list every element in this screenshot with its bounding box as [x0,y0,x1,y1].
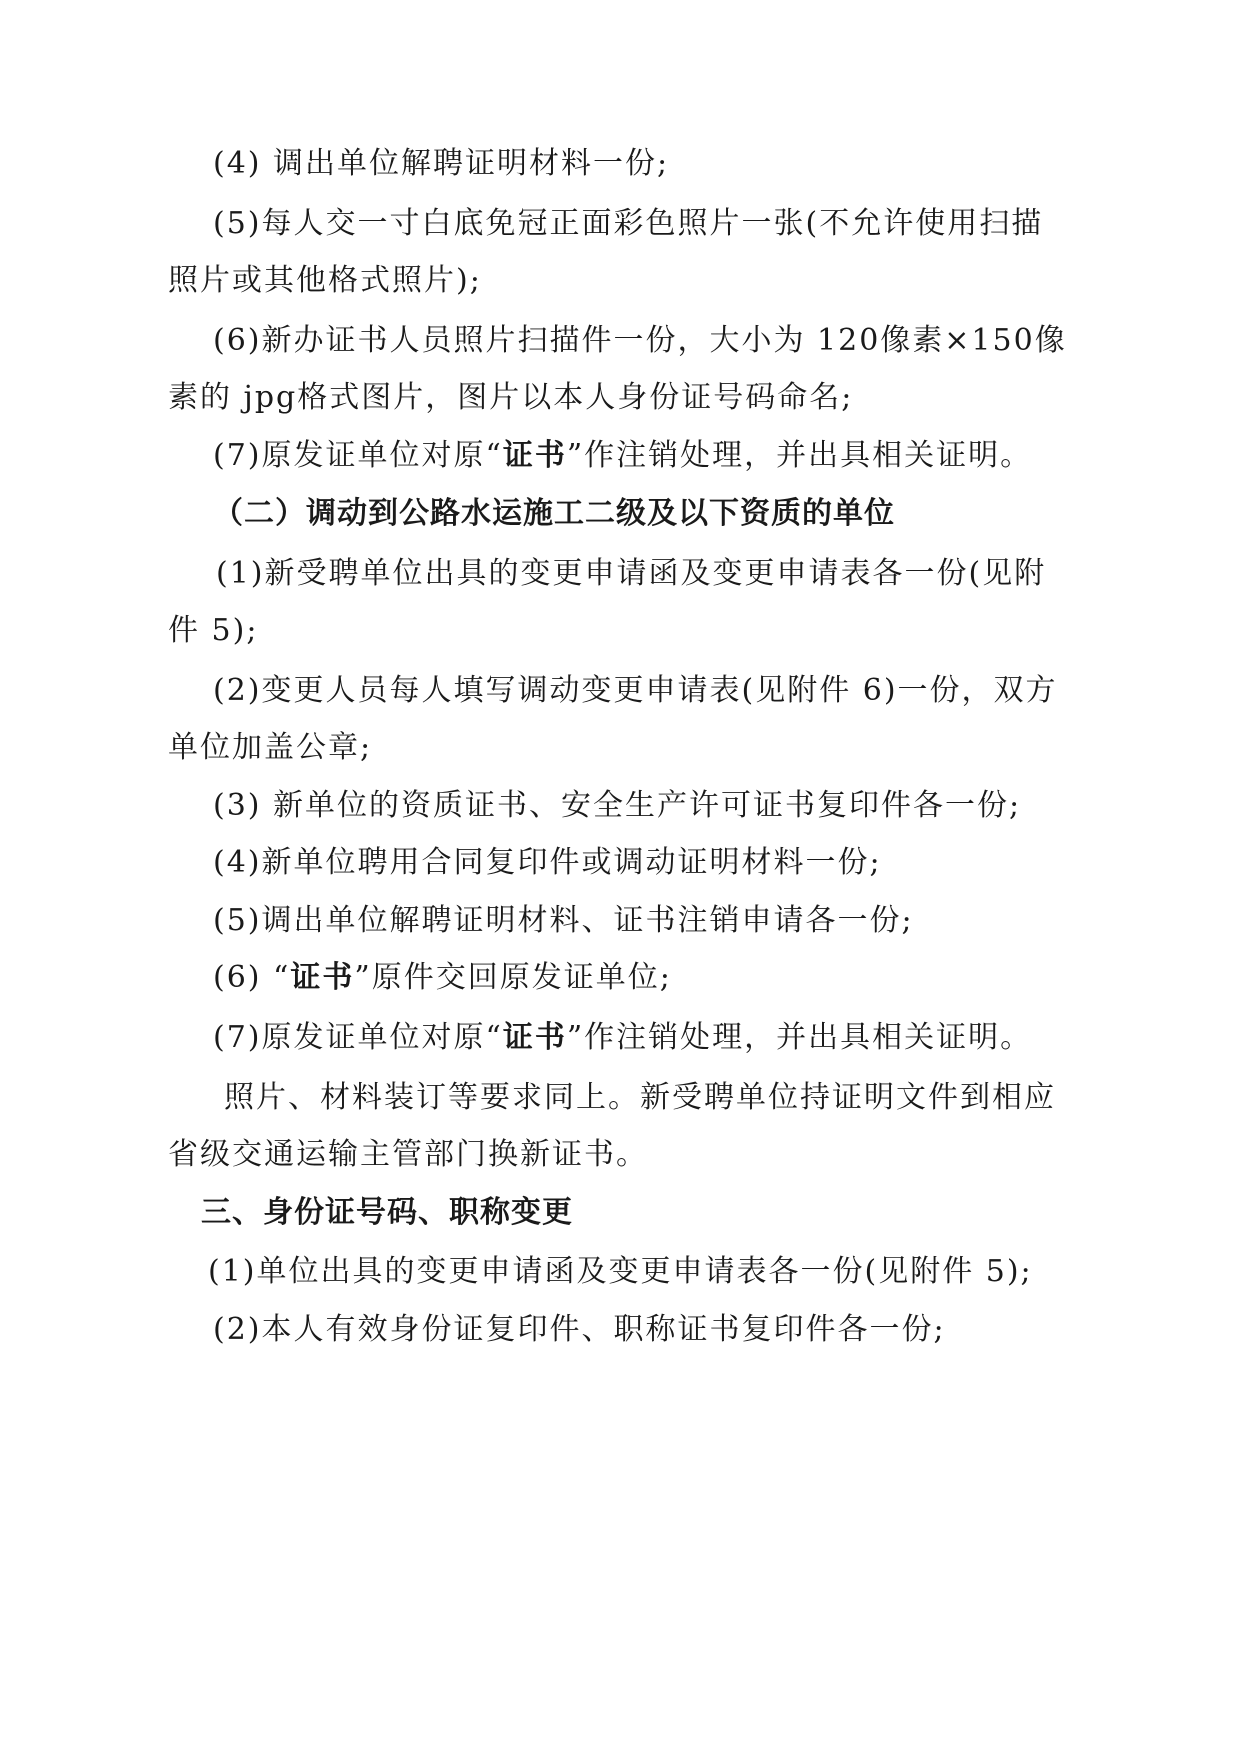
list-item-6-continuation: 素的 jpg格式图片，图片以本人身份证号码命名; [168,380,854,415]
list-item-2: (2)变更人员每人填写调动变更申请表(见附件 6)一份，双方 [213,673,1058,708]
list-item-4: (4) 调出单位解聘证明材料一份; [213,146,670,181]
list-item-6b-prefix: (6) “ [213,960,291,995]
certificate-emphasis: 证书 [502,1020,567,1055]
list-item-6: (6)新办证书人员照片扫描件一份，大小为 120像素×150像 [213,323,1067,358]
certificate-emphasis: 证书 [290,960,355,995]
list-item-6b [213,958,672,998]
list-item-7b-suffix: ”作注销处理，并出具相关证明。 [566,1020,1033,1055]
list-item-5-continuation: 照片或其他格式照片); [168,263,482,298]
list-item-6b-suffix: ”原件交回原发证单位; [354,960,672,995]
list-item-1c: (1)单位出具的变更申请函及变更申请表各一份(见附件 5); [208,1254,1033,1289]
list-item-1-continuation: 件 5); [168,613,259,648]
list-item-3: (3) 新单位的资质证书、安全生产许可证书复印件各一份; [213,788,1022,823]
list-item-7 [213,436,1032,476]
list-item-5b: (5)调出单位解聘证明材料、证书注销申请各一份; [213,903,914,938]
list-item-1: (1)新受聘单位出具的变更申请函及变更申请表各一份(见附 [216,556,1047,591]
note-paragraph: 照片、材料装订等要求同上。新受聘单位持证明文件到相应 [224,1080,1056,1115]
list-item-7b [213,1018,1032,1058]
section-heading-2: （二）调动到公路水运施工二级及以下资质的单位 [213,496,895,531]
list-item-2c: (2)本人有效身份证复印件、职称证书复印件各一份; [213,1312,946,1347]
note-paragraph-continuation: 省级交通运输主管部门换新证书。 [168,1137,648,1172]
certificate-emphasis: 证书 [502,438,567,473]
list-item-4b: (4)新单位聘用合同复印件或调动证明材料一份; [213,845,882,880]
section-heading-3: 三、身份证号码、职称变更 [201,1195,573,1230]
list-item-7b-prefix: (7)原发证单位对原“ [213,1020,503,1055]
list-item-2-continuation: 单位加盖公章; [168,730,373,765]
list-item-7-prefix: (7)原发证单位对原“ [213,438,503,473]
list-item-5: (5)每人交一寸白底免冠正面彩色照片一张(不允许使用扫描 [213,206,1044,241]
list-item-7-suffix: ”作注销处理，并出具相关证明。 [566,438,1033,473]
